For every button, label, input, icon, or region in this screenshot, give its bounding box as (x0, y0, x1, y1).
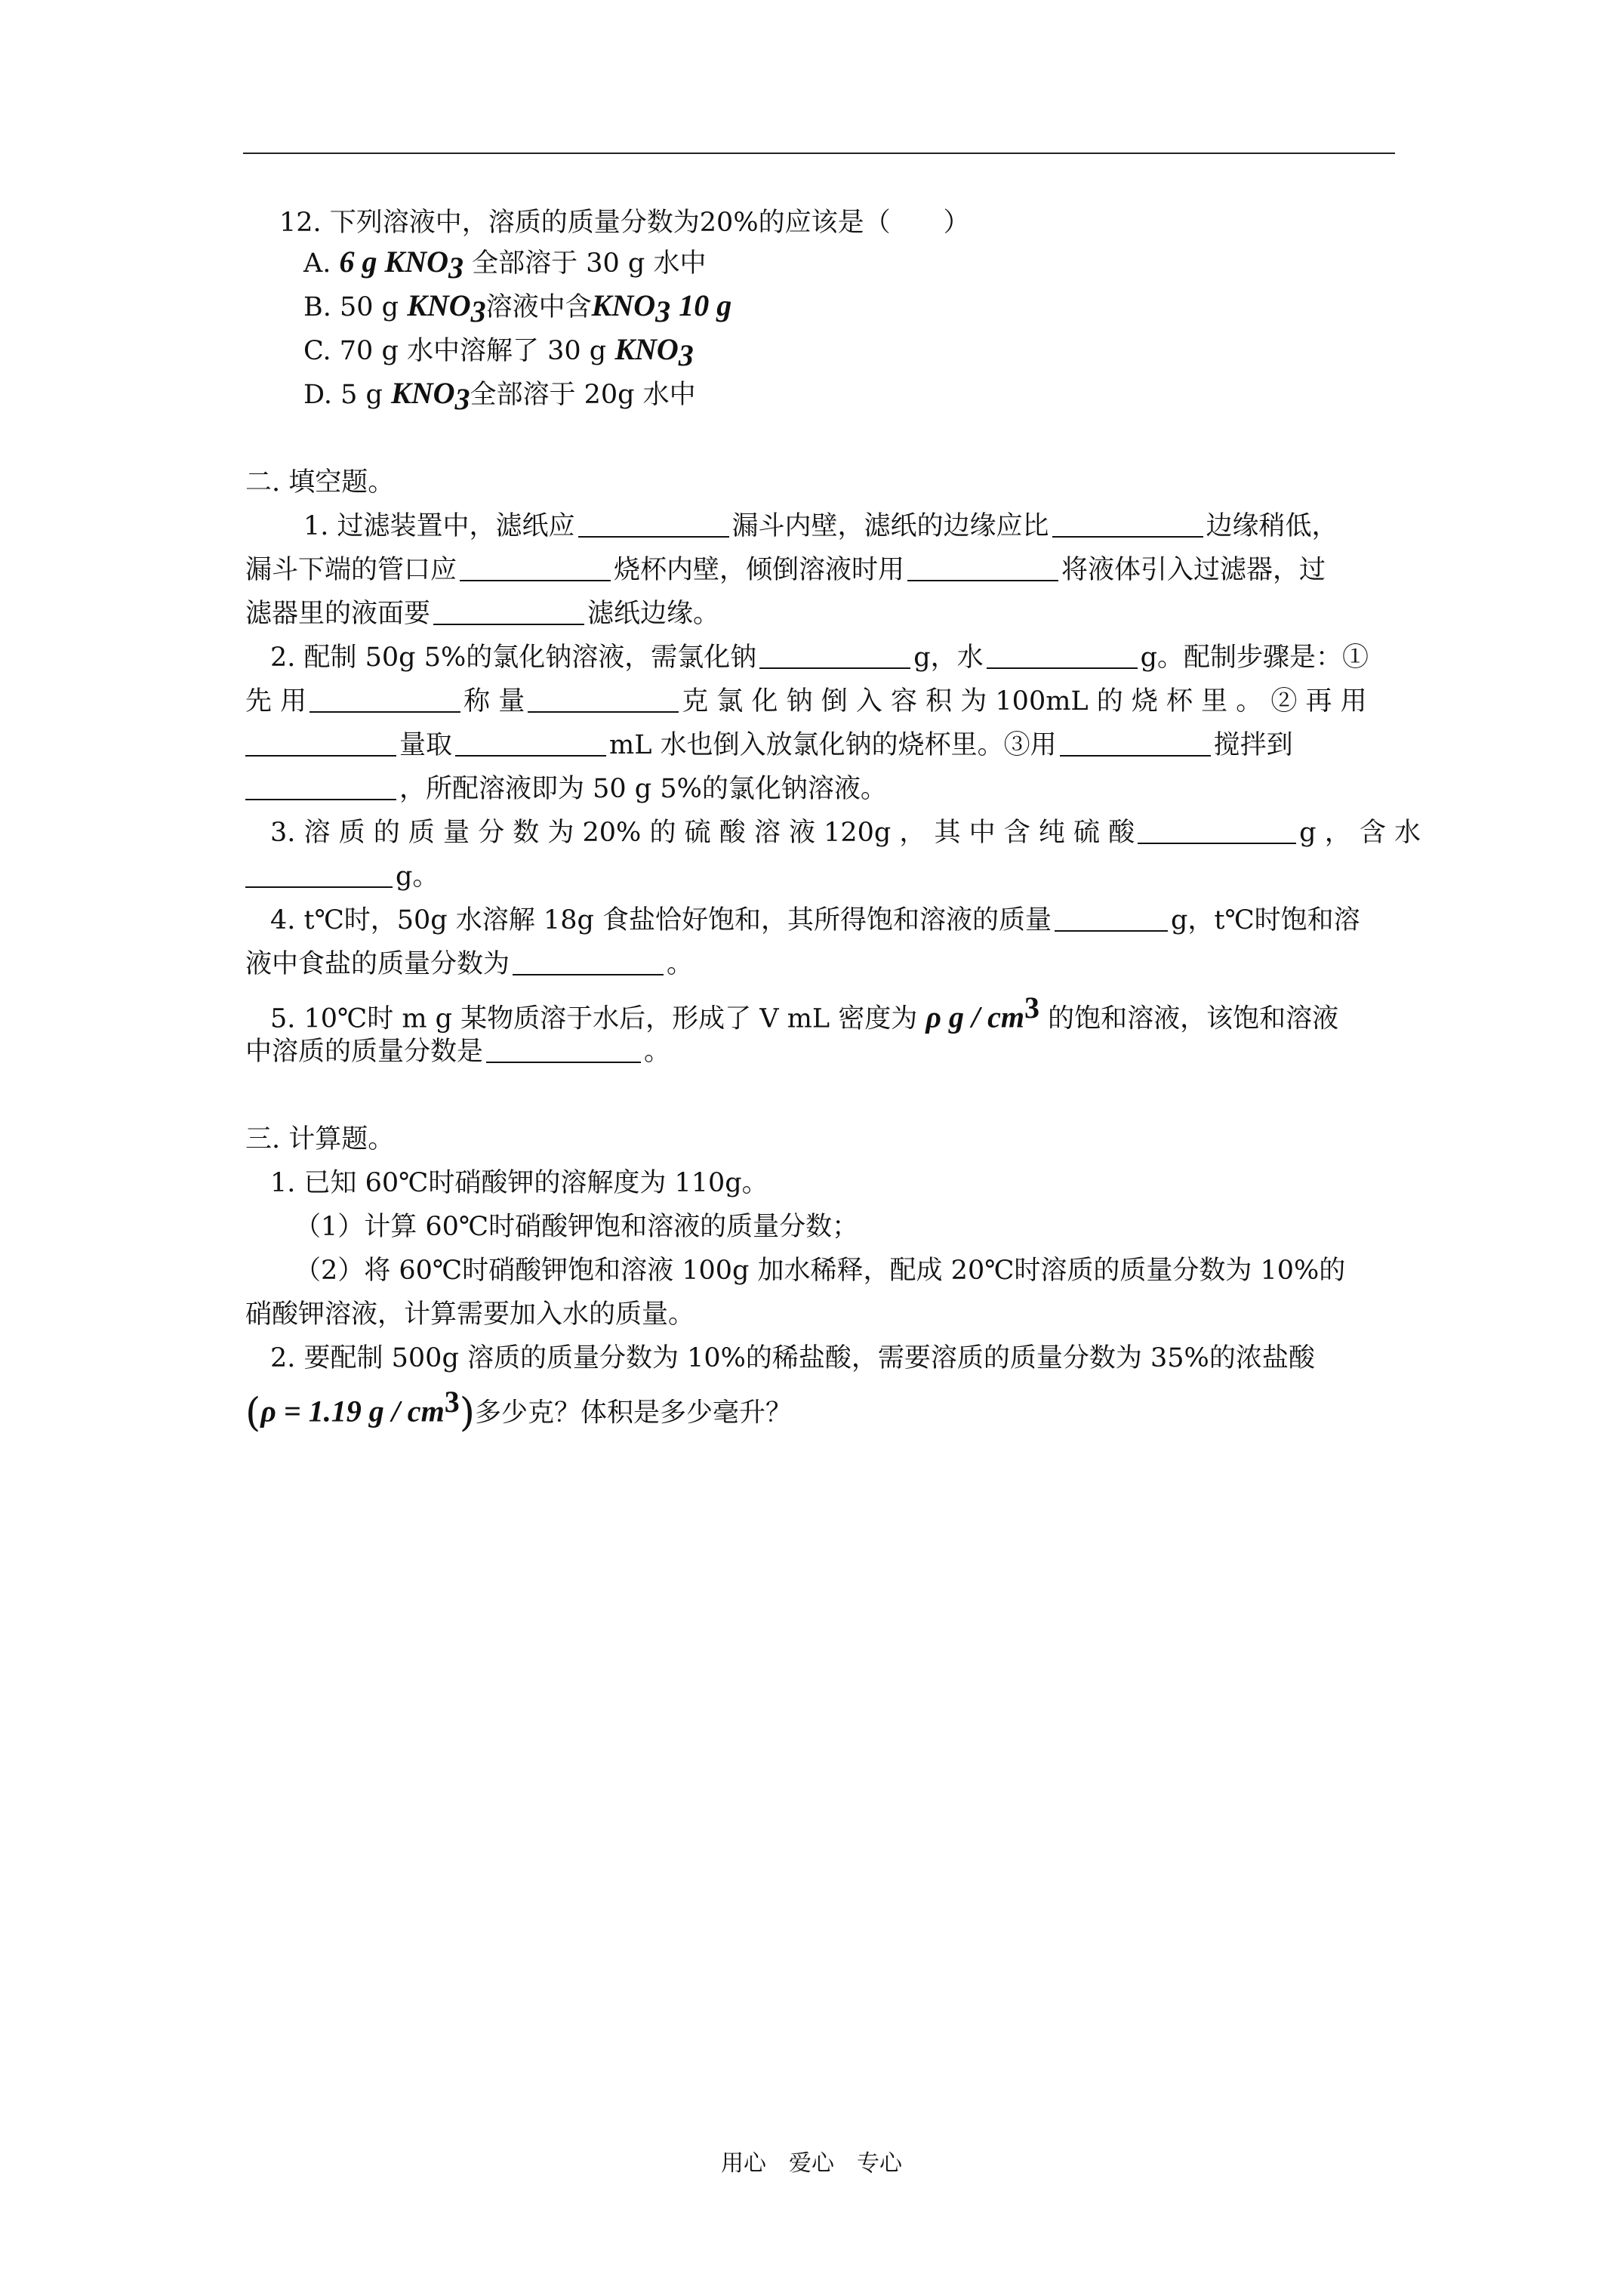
s2-q5-line1: 5. 10℃时 m g 某物质溶于水后，形成了 V mL 密度为 ρ g / $cm^3$ 的饱和溶液，该饱和溶液 (270, 991, 1339, 1034)
s3-q1-line4: 硝酸钾溶液，计算需要加入水的质量。 (245, 1299, 695, 1330)
blank[interactable] (513, 948, 664, 975)
s2-q3-line1: 3. 溶 质 的 质 量 分 数 为 20% 的 硫 酸 溶 液 120g ， 其 中 含 纯 硫 酸 g ， 含 水 (270, 818, 1421, 848)
blank[interactable] (460, 554, 611, 581)
blank[interactable] (245, 773, 396, 800)
s2-q3-line2: g。 (245, 858, 439, 895)
blank[interactable] (1052, 510, 1203, 538)
blank[interactable] (907, 554, 1058, 581)
blank[interactable] (245, 729, 396, 757)
s2-q4-line2: 液中食盐的质量分数为 。 (245, 949, 694, 979)
s3-q1-line1: 1. 已知 60℃时硝酸钾的溶解度为 110g。 (270, 1168, 768, 1198)
blank[interactable] (486, 1036, 641, 1063)
q12-stem: 12. 下列溶液中，溶质的质量分数为20%的应该是（ ） (279, 208, 970, 238)
q12-option-b: B. 50 g $KNO_3$溶液中含$KNO_3$ 10 g (303, 288, 732, 328)
blank[interactable] (1060, 729, 1211, 757)
blank[interactable] (578, 510, 729, 538)
blank[interactable] (310, 686, 460, 713)
blank[interactable] (245, 861, 393, 888)
blank[interactable] (528, 686, 679, 713)
blank[interactable] (987, 642, 1138, 669)
blank[interactable] (455, 729, 606, 757)
section3-title: 三. 计算题。 (245, 1124, 395, 1154)
s2-q1-line3: 滤器里的液面要 滤纸边缘。 (245, 599, 720, 629)
s2-q5-line2: 中溶质的质量分数是 。 (245, 1037, 671, 1067)
section2-title: 二. 填空题。 (245, 467, 395, 498)
s2-q4-line1: 4. t℃时，50g 水溶解 18g 食盐恰好饱和，其所得饱和溶液的质量 g，t℃时饱和溶 (270, 905, 1360, 935)
s3-q2-line1: 2. 要配制 500g 溶质的质量分数为 10%的稀盐酸，需要溶质的质量分数为 35%的浓盐酸 (270, 1343, 1315, 1373)
blank[interactable] (1055, 905, 1168, 932)
q12-option-c: C. 70 g 水中溶解了 30 g $KNO_3$ (303, 332, 694, 372)
s2-q2-line3: 量取 mL 水也倒入放氯化钠的烧杯里。③用 搅拌到 (245, 726, 1293, 764)
s3-q2-line2: (ρ = 1.19 g / $cm^3$)多少克？体积是多少毫升？ (245, 1385, 792, 1436)
s3-q1-line3: （2）将 60℃时硝酸钾饱和溶液 100g 加水稀释，配成 20℃时溶质的质量分数为 10%的 (294, 1256, 1346, 1286)
blank[interactable] (759, 642, 910, 669)
s2-q2-line2: 先 用 称 量 克 氯 化 钠 倒 入 容 积 为 100mL 的 烧 杯 里 。 ② 再 用 (245, 686, 1367, 717)
page-footer: 用心 爱心 专心 (721, 2150, 902, 2177)
s3-q1-line2: （1）计算 60℃时硝酸钾饱和溶液的质量分数； (294, 1212, 859, 1242)
blank[interactable] (1138, 817, 1296, 844)
q12-option-a: A. 6 g $KNO_3$ 全部溶于 30 g 水中 (303, 245, 707, 285)
s2-q2-line4: ，所配溶液即为 50 g 5%的氯化钠溶液。 (245, 770, 887, 808)
s2-q1-line1: 1. 过滤装置中，滤纸应 漏斗内壁，滤纸的边缘应比 边缘稍低， (303, 511, 1338, 541)
s2-q1-line2: 漏斗下端的管口应 烧杯内壁，倾倒溶液时用 将液体引入过滤器，过 (245, 555, 1326, 585)
s2-q2-line1: 2. 配制 50g 5%的氯化钠溶液，需氯化钠 g，水 g。配制步骤是：① (270, 643, 1369, 673)
blank[interactable] (433, 598, 584, 625)
header-rule (243, 153, 1395, 154)
q12-option-d: D. 5 g $KNO_3$全部溶于 20g 水中 (303, 376, 696, 416)
